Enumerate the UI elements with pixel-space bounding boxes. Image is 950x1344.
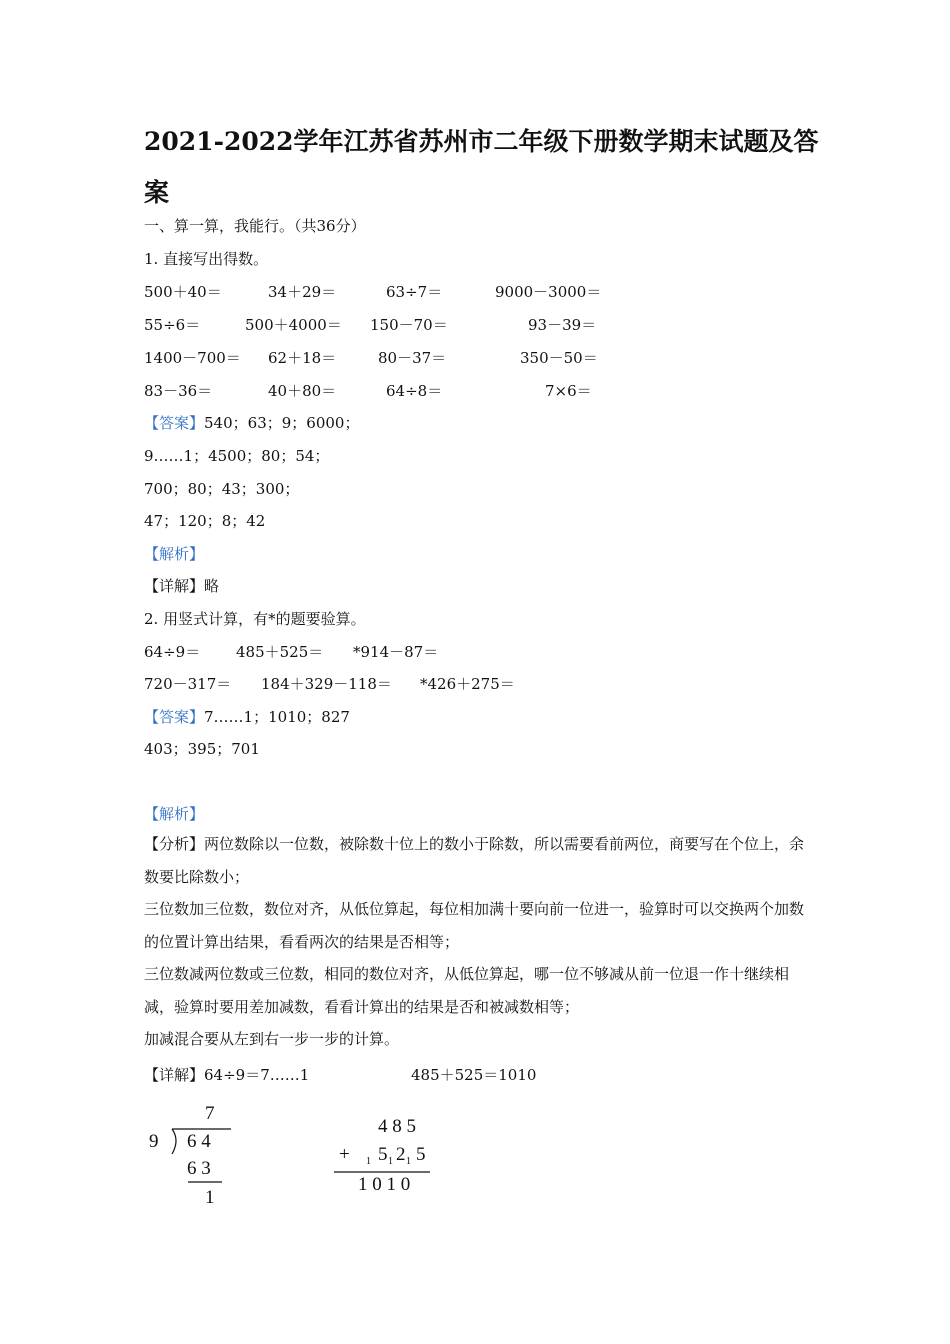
- q1-cell: 55÷6＝: [144, 316, 201, 334]
- answer-line: 9……1；4500；80；54；: [144, 447, 330, 465]
- q1-cell: 62＋18＝: [268, 349, 337, 367]
- page-title: 2021-2022学年江苏省苏州市二年级下册数学期末试题及答案: [144, 127, 819, 207]
- q1-cell: 40＋80＝: [268, 382, 337, 400]
- answer-line: 540；63；9；6000；: [204, 414, 360, 432]
- detail-tag: 【详解】: [144, 1066, 205, 1084]
- q1-cell: 500＋4000＝: [245, 316, 342, 334]
- question-2-label: 2. 用竖式计算，有*的题要验算。: [144, 610, 366, 628]
- q1-cell: 64÷8＝: [386, 382, 443, 400]
- section-heading: 一、算一算，我能行。（共36分）: [144, 217, 366, 235]
- addend-2-digit: 5: [378, 1144, 388, 1165]
- addend-2-digit: 2: [396, 1144, 406, 1165]
- detail-eq: 64÷9＝7……1: [204, 1066, 310, 1084]
- q1-cell: 9000－3000＝: [495, 283, 602, 301]
- q2-cell: 64÷9＝: [144, 643, 201, 661]
- carry-digit: 1: [366, 1156, 371, 1167]
- analysis-paragraph: 【分析】两位数除以一位数，被除数十位上的数小于除数，所以需要看前两位，商要写在个位上，余数要比除数小；: [144, 835, 805, 886]
- division-dividend: 6 4: [187, 1131, 211, 1152]
- division-divisor: 9: [149, 1131, 159, 1152]
- q1-cell: 93－39＝: [528, 316, 597, 334]
- analysis-tag: 【解析】: [144, 545, 205, 563]
- q1-cell: 500＋40＝: [144, 283, 222, 301]
- analysis-tag: 【解析】: [144, 805, 205, 823]
- addend-2-digit: 5: [416, 1144, 426, 1165]
- question-1-label: 1. 直接写出得数。: [144, 250, 269, 268]
- q2-cell: 485＋525＝: [236, 643, 324, 661]
- answer-tag: 【答案】: [144, 414, 205, 432]
- division-bracket: [172, 1129, 176, 1154]
- carry-digit: 1: [388, 1156, 393, 1167]
- analysis-paragraph: 三位数加三位数，数位对齐，从低位算起，每位相加满十要向前一位进一，验算时可以交换两个加数的位置计算出结果，看看两次的结果是否相等；: [144, 900, 805, 951]
- division-quotient: 7: [205, 1103, 215, 1124]
- answer-line: 403；395；701: [144, 740, 260, 758]
- q1-cell: 7×6＝: [545, 382, 592, 400]
- q1-cell: 350－50＝: [520, 349, 598, 367]
- carry-digit: 1: [406, 1156, 411, 1167]
- plus-sign: +: [339, 1144, 350, 1165]
- answer-line: 47；120；8；42: [144, 512, 266, 530]
- addition-addend-1: 4 8 5: [378, 1116, 416, 1137]
- q2-cell: *426＋275＝: [420, 675, 515, 693]
- division-remainder: 1: [205, 1187, 215, 1208]
- answer-line: 700；80；43；300；: [144, 480, 300, 498]
- q1-cell: 150－70＝: [370, 316, 448, 334]
- q1-cell: 1400－700＝: [144, 349, 241, 367]
- q1-cell: 83－36＝: [144, 382, 213, 400]
- analysis-paragraph: 三位数减两位数或三位数，相同的数位对齐，从低位算起，哪一位不够减从前一位退一作十继续相减，验算时要用差加减数，看看计算出的结果是否和被减数相等；: [144, 965, 790, 1016]
- q1-cell: 63÷7＝: [386, 283, 443, 301]
- q1-cell: 80－37＝: [378, 349, 447, 367]
- q2-cell: 184＋329－118＝: [261, 675, 392, 693]
- detail-text: 略: [204, 577, 220, 595]
- answer-line: 7……1；1010；827: [204, 708, 350, 726]
- answer-tag: 【答案】: [144, 708, 205, 726]
- detail-eq: 485＋525＝1010: [411, 1066, 537, 1084]
- division-product: 6 3: [187, 1158, 211, 1179]
- detail-tag: 【详解】: [144, 577, 205, 595]
- analysis-paragraph: 加减混合要从左到右一步一步的计算。: [144, 1030, 400, 1048]
- addition-result: 1 0 1 0: [358, 1174, 411, 1195]
- q2-cell: 720－317＝: [144, 675, 232, 693]
- q1-cell: 34＋29＝: [268, 283, 337, 301]
- q2-cell: *914－87＝: [353, 643, 439, 661]
